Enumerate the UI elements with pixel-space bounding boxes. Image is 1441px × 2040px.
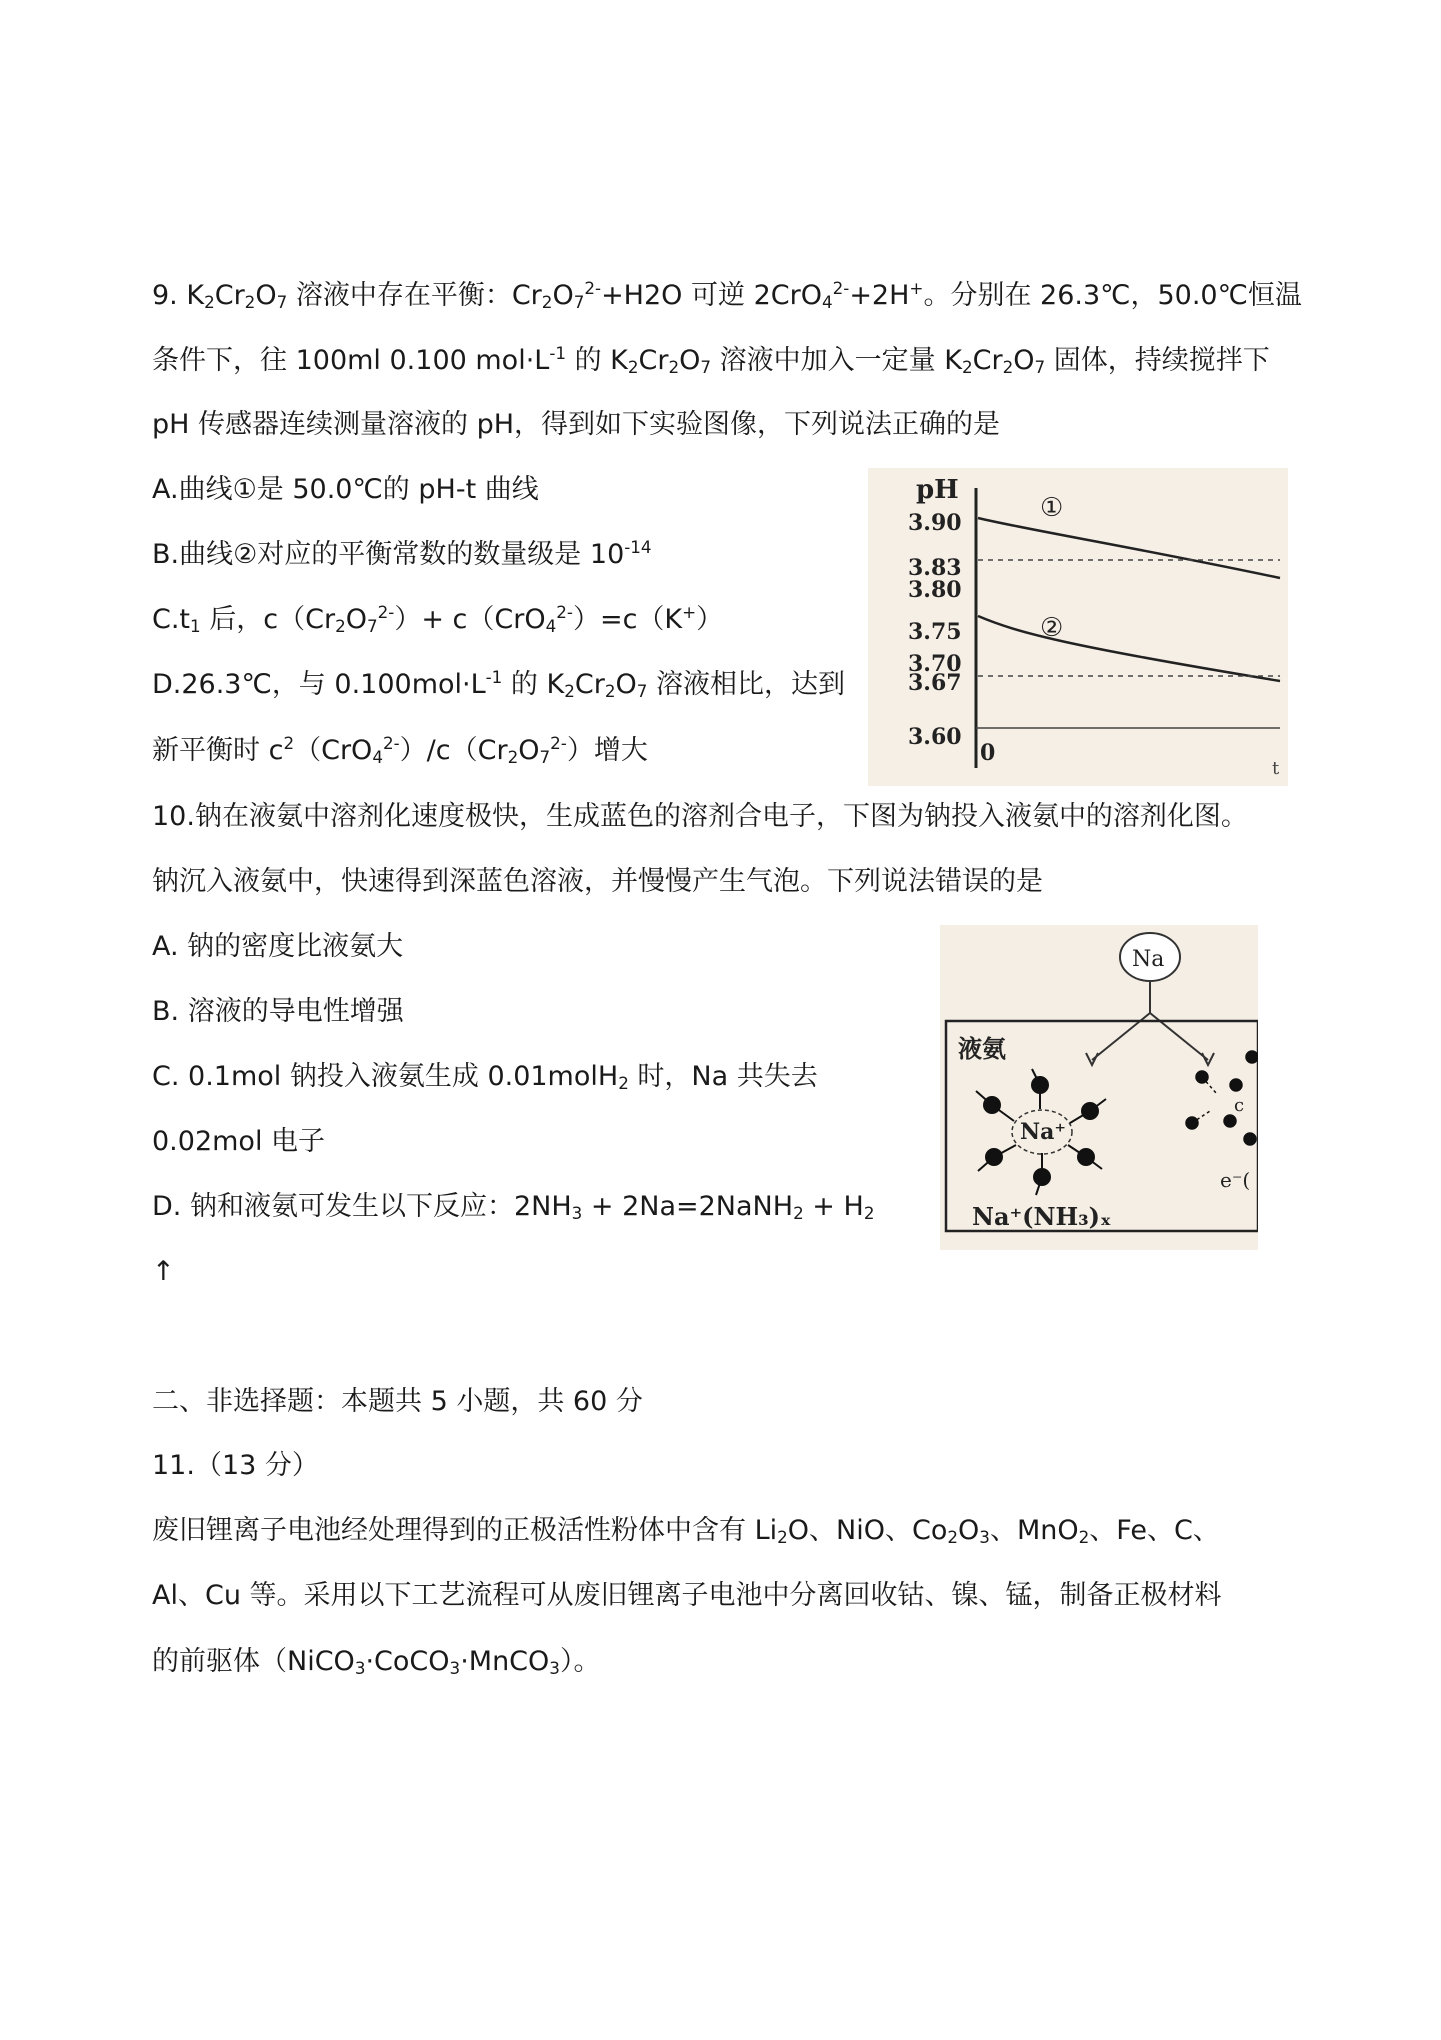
q10-option-b: B. 溶液的导电性增强 (152, 996, 404, 1027)
q10-option-d-line2: ↑ (152, 1256, 175, 1287)
q10-option-c-line2: 0.02mol 电子 (152, 1126, 326, 1157)
sodium-solvation-diagram (940, 925, 1258, 1250)
liquid-ammonia-label: 液氨 (958, 1034, 1006, 1063)
q9-option-c: $C.t_1$ 后，$c(Cr_2O_7^{2-})+ c(CrO_4^{2-})=c(K^+)$ (152, 601, 724, 637)
origin-label: 0 (980, 740, 996, 766)
q9-stem-line3: pH 传感器连续测量溶液的 pH，得到如下实验图像，下列说法正确的是 (152, 409, 1001, 440)
q11-text-line3: 的前驱体（NiCO$_3$·CoCO$_3$·MnCO$_3$）。 (152, 1646, 601, 1679)
q9-option-d-line1: D.26.3℃，与 $0.100mol\cdot L^{-1}$ 的 $K_2Cr_2O_7$ 溶液相比，达到 (152, 666, 845, 702)
q10-stem-line2: 钠沉入液氨中，快速得到深蓝色溶液，并慢慢产生气泡。下列说法错误的是 (152, 866, 1043, 897)
q10-option-d-line1: D. 钠和液氨可发生以下反应：$2NH_3$ + 2Na=2NaNH$_2$ + $H_2$ (152, 1191, 875, 1224)
q9-stem-line2: 条件下，往 100ml 0.100 $mol\cdot L^{-1}$ 的 $K_2Cr_2O_7$ 溶液中加入一定量 $K_2Cr_2O_7$ 固体，持续搅拌下 (152, 342, 1270, 378)
x-axis-label: t (1272, 758, 1280, 779)
na-ion-label: Na⁺ (1020, 1119, 1066, 1145)
section-2-heading: 二、非选择题：本题共 5 小题，共 60 分 (152, 1386, 643, 1417)
solvated-ion-label: Na⁺(NH₃)ₓ (972, 1202, 1112, 1231)
y-tick-3-83: 3.83 (908, 555, 962, 581)
q10-stem-line1: 10.钠在液氨中溶剂化速度极快，生成蓝色的溶剂合电子，下图为钠投入液氨中的溶剂化图。 (152, 801, 1248, 832)
solvated-electron-label: e⁻( (1220, 1168, 1251, 1192)
curve-1-label: ① (1040, 493, 1064, 523)
q11-text-line2: Al、Cu 等。采用以下工艺流程可从废旧锂离子电池中分离回收钴、镍、锰，制备正极材料 (152, 1580, 1222, 1611)
y-tick-3-90: 3.90 (908, 510, 962, 536)
y-tick-3-80: 3.80 (908, 577, 962, 603)
q11-title: 11.（13 分） (152, 1450, 319, 1481)
cluster-cut-label: c (1234, 1095, 1245, 1116)
curve-2-label: ② (1040, 613, 1064, 643)
q9-option-a: A.曲线①是 50.0℃的 pH-t 曲线 (152, 474, 539, 505)
y-axis-label: pH (916, 475, 959, 505)
y-tick-3-75: 3.75 (908, 619, 962, 645)
na-atom-label: Na (1132, 947, 1165, 972)
y-tick-3-67: 3.67 (908, 670, 962, 696)
y-tick-3-60: 3.60 (908, 724, 962, 750)
q10-option-c-line1: C. 0.1mol 钠投入液氨生成 0.01molH$_2$ 时，Na 共失去 (152, 1061, 818, 1094)
q9-option-d-line2: 新平衡时 $c^2(CrO_4^{2-})/c(Cr_2O_7^{2-})$增大 (152, 732, 648, 768)
q11-text-line1: 废旧锂离子电池经处理得到的正极活性粉体中含有 $Li_2O$、NiO、$Co_2O_3$、MnO$_2$、Fe、C、 (152, 1515, 1220, 1548)
q9-option-b: B.曲线②对应的平衡常数的数量级是 $10^{-14}$ (152, 536, 652, 570)
ph-time-graph (868, 468, 1288, 786)
y-tick-3-70: 3.70 (908, 651, 962, 677)
q9-stem-line1: 9. $K_2Cr_2O_7$ 溶液中存在平衡：$Cr_2O_7^{2-}+H2O$ 可逆 2CrO$_4^{2-}$+2H+。分别在 26.3℃，50.0℃恒温 (152, 277, 1302, 313)
q10-option-a: A. 钠的密度比液氨大 (152, 931, 404, 962)
